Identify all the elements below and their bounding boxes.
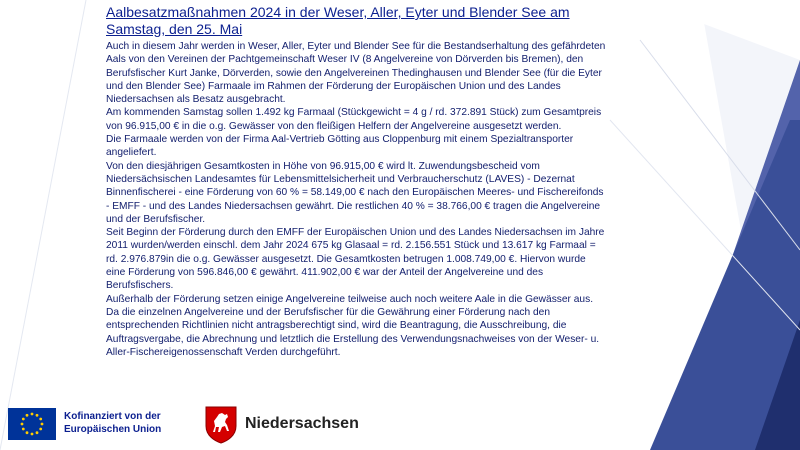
niedersachsen-label: Niedersachsen — [245, 415, 359, 432]
article-body — [106, 40, 606, 359]
eu-flag-icon — [8, 408, 56, 440]
eu-cofunding-badge — [8, 408, 178, 442]
niedersachsen-logo — [205, 404, 365, 446]
saxon-horse-crest-icon — [205, 406, 237, 444]
page-title: Aalbesatzmaßnahmen 2024 in der Weser, Aller, Eyter und Blender See am Samstag, den 25. Mai — [106, 4, 570, 37]
paragraph-delivery: Die Farmaale werden von der Firma Aal-Vertrieb Götting aus Cloppenburg mit einem Spezialtransporter angeliefert. — [106, 134, 574, 159]
paragraph-history: Seit Beginn der Förderung durch den EMFF der Europäischen Union und des Landes Niedersachsen im Jahre 2011 wurden/werden einschl. dem Jahr 2024 675 kg Glasaal = rd. 2.156.551 Stück und 13.617 kg Farmaal = rd. 2.976.879in die o.g. Gewässer ausgesetzt. Die Gesamtkosten betrugen 1.008.749,00 €. Hiervon wurde eine Förderung von 596.846,00 € gewährt. 411.902,00 € war der Anteil der Angelvereine und des Berufsfischers. — [106, 227, 605, 292]
paragraph-intro: Auch in diesem Jahr werden in Weser, Aller, Eyter und Blender See für die Bestandserhaltung des gefährdeten Aals von den Vereinen der Pachtgemeinschaft Weser IV (8 Angelvereine von Dörverden bis Bremen), den Berufsfischer Kurt Janke, Dörverden, sowie den Angelvereinen Thedinghausen und Blender See (für die Eyter und den Blender See) Farmaale im Rahmen der Förderung der Europäischen Union und des Landes Niedersachsen als Besatz ausgebracht. — [106, 41, 606, 106]
paragraph-saturday: Am kommenden Samstag sollen 1.492 kg Farmaal (Stückgewicht = 4 g / rd. 372.891 Stück) zum Gesamtpreis von 96.915,00 € in die o.g. Gewässer von den fleißigen Helfern der Angelvereine ausgesetzt werden. — [106, 107, 602, 132]
eu-cofunding-label — [64, 410, 184, 436]
eu-line-2: Europäischen Union — [64, 424, 162, 435]
eu-line-1: Kofinanziert von der — [64, 411, 161, 422]
paragraph-costs: Von den diesjährigen Gesamtkosten in Höhe von 96.915,00 € wird lt. Zuwendungsbescheid vom Niedersächsischen Landesamtes für Lebensmittelsicherheit und Verbraucherschutz (LAVES) - Dezernat Binnenfischerei - eine Förderung von 60 % = 58.149,00 € nach den Europäischen Meeres- und Fischereifonds - EMFF - und des Landes Niedersachsen gewährt. Die restlichen 40 % = 38.766,00 € tragen die Angelvereine und der Berufsfischer. — [106, 160, 604, 225]
paragraph-administration: Da die einzelnen Angelvereine und der Berufsfischer für die Gewährung einer Förderung nach den entsprechenden Richtlinien nicht antragsberechtigt sind, wird die Beantragung, die Ausschreibung, die Auftragsvergabe, die Abrechnung und letztlich die Erstellung des Verwendungsnachweises von der Weser- u. Aller-Fischereigenossenschaft Verden durchgeführt. — [106, 306, 600, 358]
paragraph-outside-funding: Außerhalb der Förderung setzen einige Angelvereine teilweise auch noch weitere Aale in die Gewässer aus. — [106, 293, 594, 305]
